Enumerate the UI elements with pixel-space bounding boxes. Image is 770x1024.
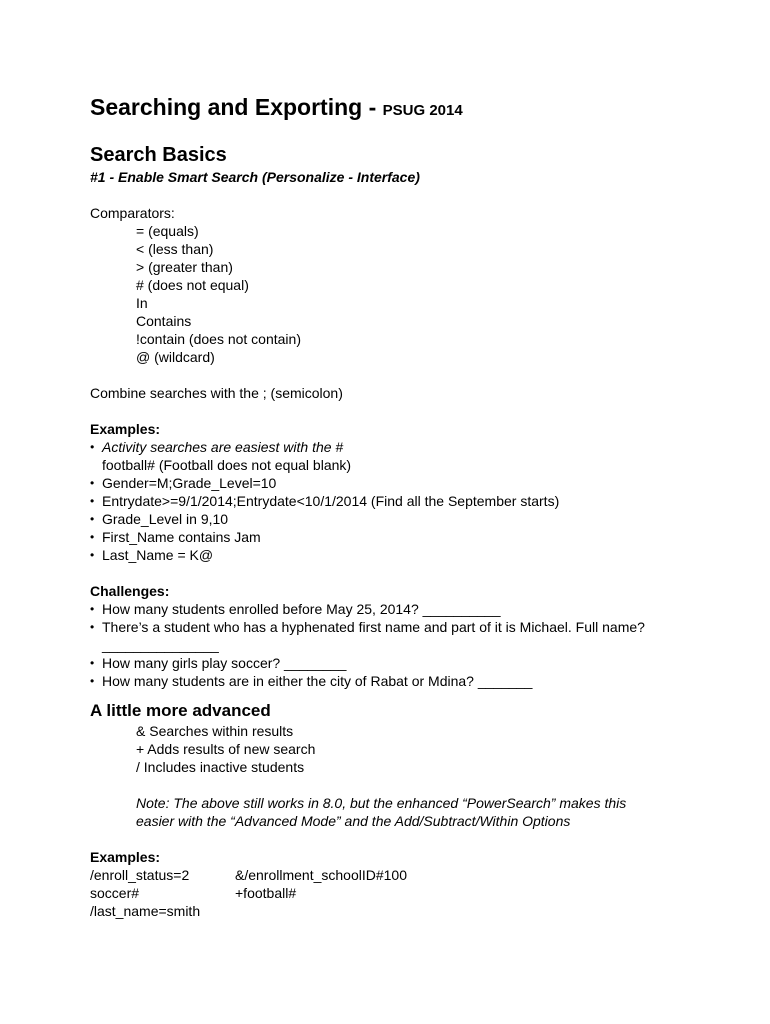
list-item-continuation: football# (Football does not equal blank) <box>102 457 352 473</box>
comparator-item: !contain (does not contain) <box>136 331 301 347</box>
powersearch-note: Note: The above still works in 8.0, but the enhanced “PowerSearch” makes this <box>136 795 627 811</box>
example-left: /last_name=smith <box>90 903 201 919</box>
challenges-list <box>90 600 710 636</box>
example-row <box>90 902 710 920</box>
list-item: • How many students are in either the city of Rabat or Mdina? _______ <box>90 672 710 690</box>
examples-list <box>90 438 710 456</box>
enable-smart-search-note: #1 - Enable Smart Search (Personalize - Interface) <box>90 169 420 185</box>
list-item: • First_Name contains Jam <box>90 528 710 546</box>
title-main: Searching and Exporting - <box>90 94 383 120</box>
comparator-item: < (less than) <box>136 241 214 257</box>
comparator-item: Contains <box>136 313 192 329</box>
search-basics-heading: Search Basics <box>90 144 227 166</box>
comparator-item: # (does not equal) <box>136 277 249 293</box>
document-title <box>90 92 710 126</box>
challenges-heading: Challenges: <box>90 583 170 599</box>
list-item: • Activity searches are easiest with the # <box>90 438 710 456</box>
powersearch-note-continued: easier with the “Advanced Mode” and the Add/Subtract/Within Options <box>136 813 571 829</box>
list-item-continuation: _______________ <box>102 637 219 653</box>
comparators-list <box>90 222 710 366</box>
list-item: • How many girls play soccer? ________ <box>90 654 710 672</box>
document-page <box>90 92 710 920</box>
example-row <box>90 866 710 884</box>
combine-searches-text: Combine searches with the ; (semicolon) <box>90 385 343 401</box>
advanced-heading: A little more advanced <box>90 701 271 720</box>
advanced-list <box>90 722 710 830</box>
comparators-label: Comparators: <box>90 205 175 221</box>
example-left: soccer# <box>90 885 140 901</box>
examples-heading: Examples: <box>90 421 161 437</box>
examples2-heading: Examples: <box>90 849 161 865</box>
comparator-item: In <box>136 295 148 311</box>
example-right: &/enrollment_schoolID#100 <box>235 867 407 883</box>
list-item: • There’s a student who has a hyphenated first name and part of it is Michael. Full name? <box>90 618 710 636</box>
comparator-item: @ (wildcard) <box>136 349 215 365</box>
list-item: • Gender=M;Grade_Level=10 <box>90 474 710 492</box>
comparator-item: > (greater than) <box>136 259 233 275</box>
title-subtitle: PSUG 2014 <box>382 102 463 119</box>
advanced-item: & Searches within results <box>136 723 294 739</box>
comparator-item: = (equals) <box>136 223 199 239</box>
example-row <box>90 884 710 902</box>
example-left: /enroll_status=2 <box>90 867 190 883</box>
list-item: • Last_Name = K@ <box>90 546 710 564</box>
list-item: • Entrydate>=9/1/2014;Entrydate<10/1/2014 (Find all the September starts) <box>90 492 710 510</box>
examples-list-rest <box>90 474 710 564</box>
list-item: • Grade_Level in 9,10 <box>90 510 710 528</box>
advanced-item: + Adds results of new search <box>136 741 316 757</box>
example-right: +football# <box>235 885 297 901</box>
challenges-list-rest <box>90 654 710 690</box>
advanced-item: / Includes inactive students <box>136 759 305 775</box>
list-item: • How many students enrolled before May 25, 2014? __________ <box>90 600 710 618</box>
